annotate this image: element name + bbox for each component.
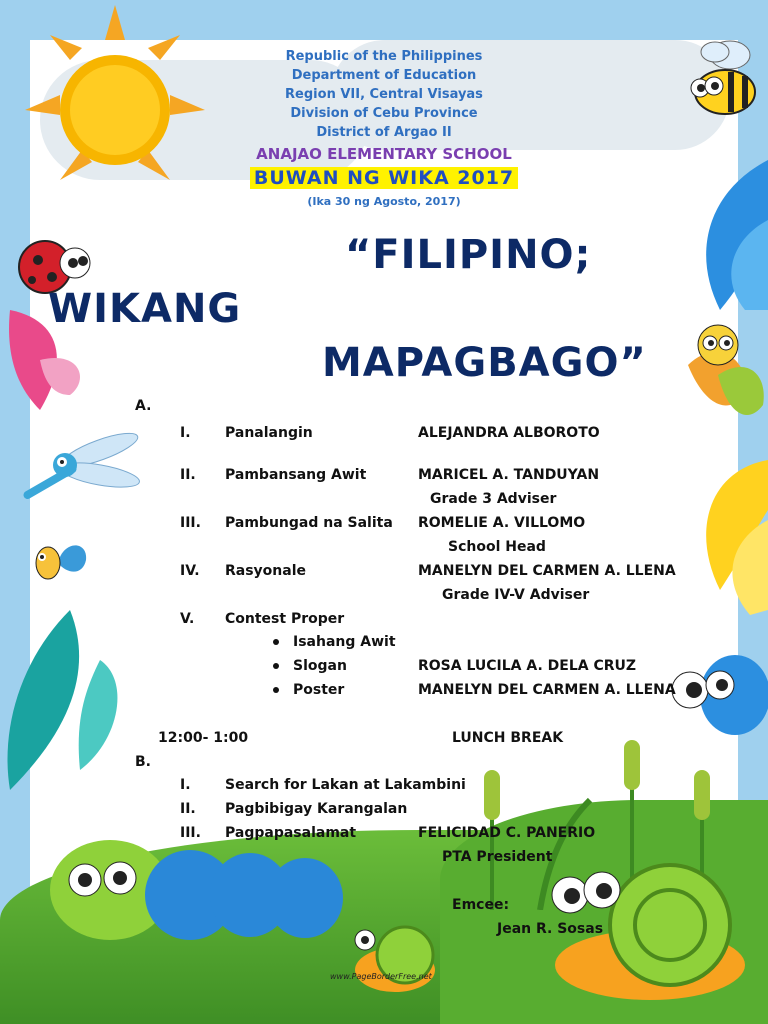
program-number: IV. bbox=[180, 563, 200, 579]
program-item-label: Pagpapasalamat bbox=[225, 825, 357, 841]
snail-icon bbox=[340, 910, 440, 1000]
leaf-decoration bbox=[0, 600, 140, 810]
header-region: Region VII, Central Visayas bbox=[285, 87, 483, 102]
emcee-name: Jean R. Sosas bbox=[497, 921, 604, 937]
program-item-role: Grade 3 Adviser bbox=[430, 491, 557, 507]
emcee-label: Emcee: bbox=[452, 897, 510, 913]
header-republic: Republic of the Philippines bbox=[285, 49, 483, 64]
theme-line-1: “FILIPINO; bbox=[345, 232, 592, 278]
program-item-label: Search for Lakan at Lakambini bbox=[225, 777, 466, 793]
program-item-label: Contest Proper bbox=[225, 611, 345, 627]
dragonfly-icon bbox=[0, 420, 140, 520]
header-department: Department of Education bbox=[291, 68, 477, 83]
theme-line-2: WIKANG bbox=[48, 286, 242, 332]
program-item-role: School Head bbox=[448, 539, 546, 555]
school-name: ANAJAO ELEMENTARY SCHOOL bbox=[256, 145, 512, 163]
header-district: District of Argao II bbox=[316, 125, 452, 140]
program-item-person: MARICEL A. TANDUYAN bbox=[418, 467, 600, 483]
event-title: BUWAN NG WIKA 2017 bbox=[250, 167, 518, 189]
program-number: I. bbox=[180, 777, 191, 793]
lunch-time: 12:00- 1:00 bbox=[158, 730, 249, 746]
event-title-wrap bbox=[0, 167, 768, 189]
lunch-label: LUNCH BREAK bbox=[452, 730, 564, 746]
program-item-person: ALEJANDRA ALBOROTO bbox=[418, 425, 600, 441]
program-item-role: PTA President bbox=[442, 849, 553, 865]
contest-person: ROSA LUCILA A. DELA CRUZ bbox=[418, 658, 637, 674]
caterpillar-icon bbox=[40, 830, 370, 960]
program-number: I. bbox=[180, 425, 191, 441]
program-item-label: Pagbibigay Karangalan bbox=[225, 801, 408, 817]
program-item-role: Grade IV-V Adviser bbox=[442, 587, 590, 603]
contest-label: Slogan bbox=[293, 658, 347, 674]
header-division: Division of Cebu Province bbox=[290, 106, 478, 121]
butterfly-icon bbox=[28, 535, 93, 590]
bullet-icon bbox=[273, 663, 279, 669]
program-item-person: FELICIDAD C. PANERIO bbox=[418, 825, 596, 841]
program-part-a: A. bbox=[135, 398, 152, 414]
program-number: II. bbox=[180, 467, 196, 483]
program-item-person: ROMELIE A. VILLOMO bbox=[418, 515, 586, 531]
theme-line-3: MAPAGBAGO” bbox=[322, 340, 647, 386]
program-number: V. bbox=[180, 611, 195, 627]
program-item-person: MANELYN DEL CARMEN A. LLENA bbox=[418, 563, 676, 579]
contest-label: Isahang Awit bbox=[293, 634, 396, 650]
program-item-label: Rasyonale bbox=[225, 563, 307, 579]
bullet-icon bbox=[273, 687, 279, 693]
bullet-icon bbox=[273, 639, 279, 645]
butterfly-icon bbox=[678, 305, 768, 445]
contest-label: Poster bbox=[293, 682, 345, 698]
event-date: (Ika 30 ng Agosto, 2017) bbox=[307, 195, 461, 208]
program-item-label: Pambansang Awit bbox=[225, 467, 367, 483]
program-item-label: Panalangin bbox=[225, 425, 313, 441]
program-item-label: Pambungad na Salita bbox=[225, 515, 393, 531]
program-part-b: B. bbox=[135, 754, 151, 770]
butterfly-icon bbox=[690, 450, 768, 620]
watermark: www.PageBorderFree.net bbox=[330, 972, 432, 981]
program-number: III. bbox=[180, 825, 201, 841]
program-number: III. bbox=[180, 515, 201, 531]
contest-person: MANELYN DEL CARMEN A. LLENA bbox=[418, 682, 676, 698]
program-number: II. bbox=[180, 801, 196, 817]
